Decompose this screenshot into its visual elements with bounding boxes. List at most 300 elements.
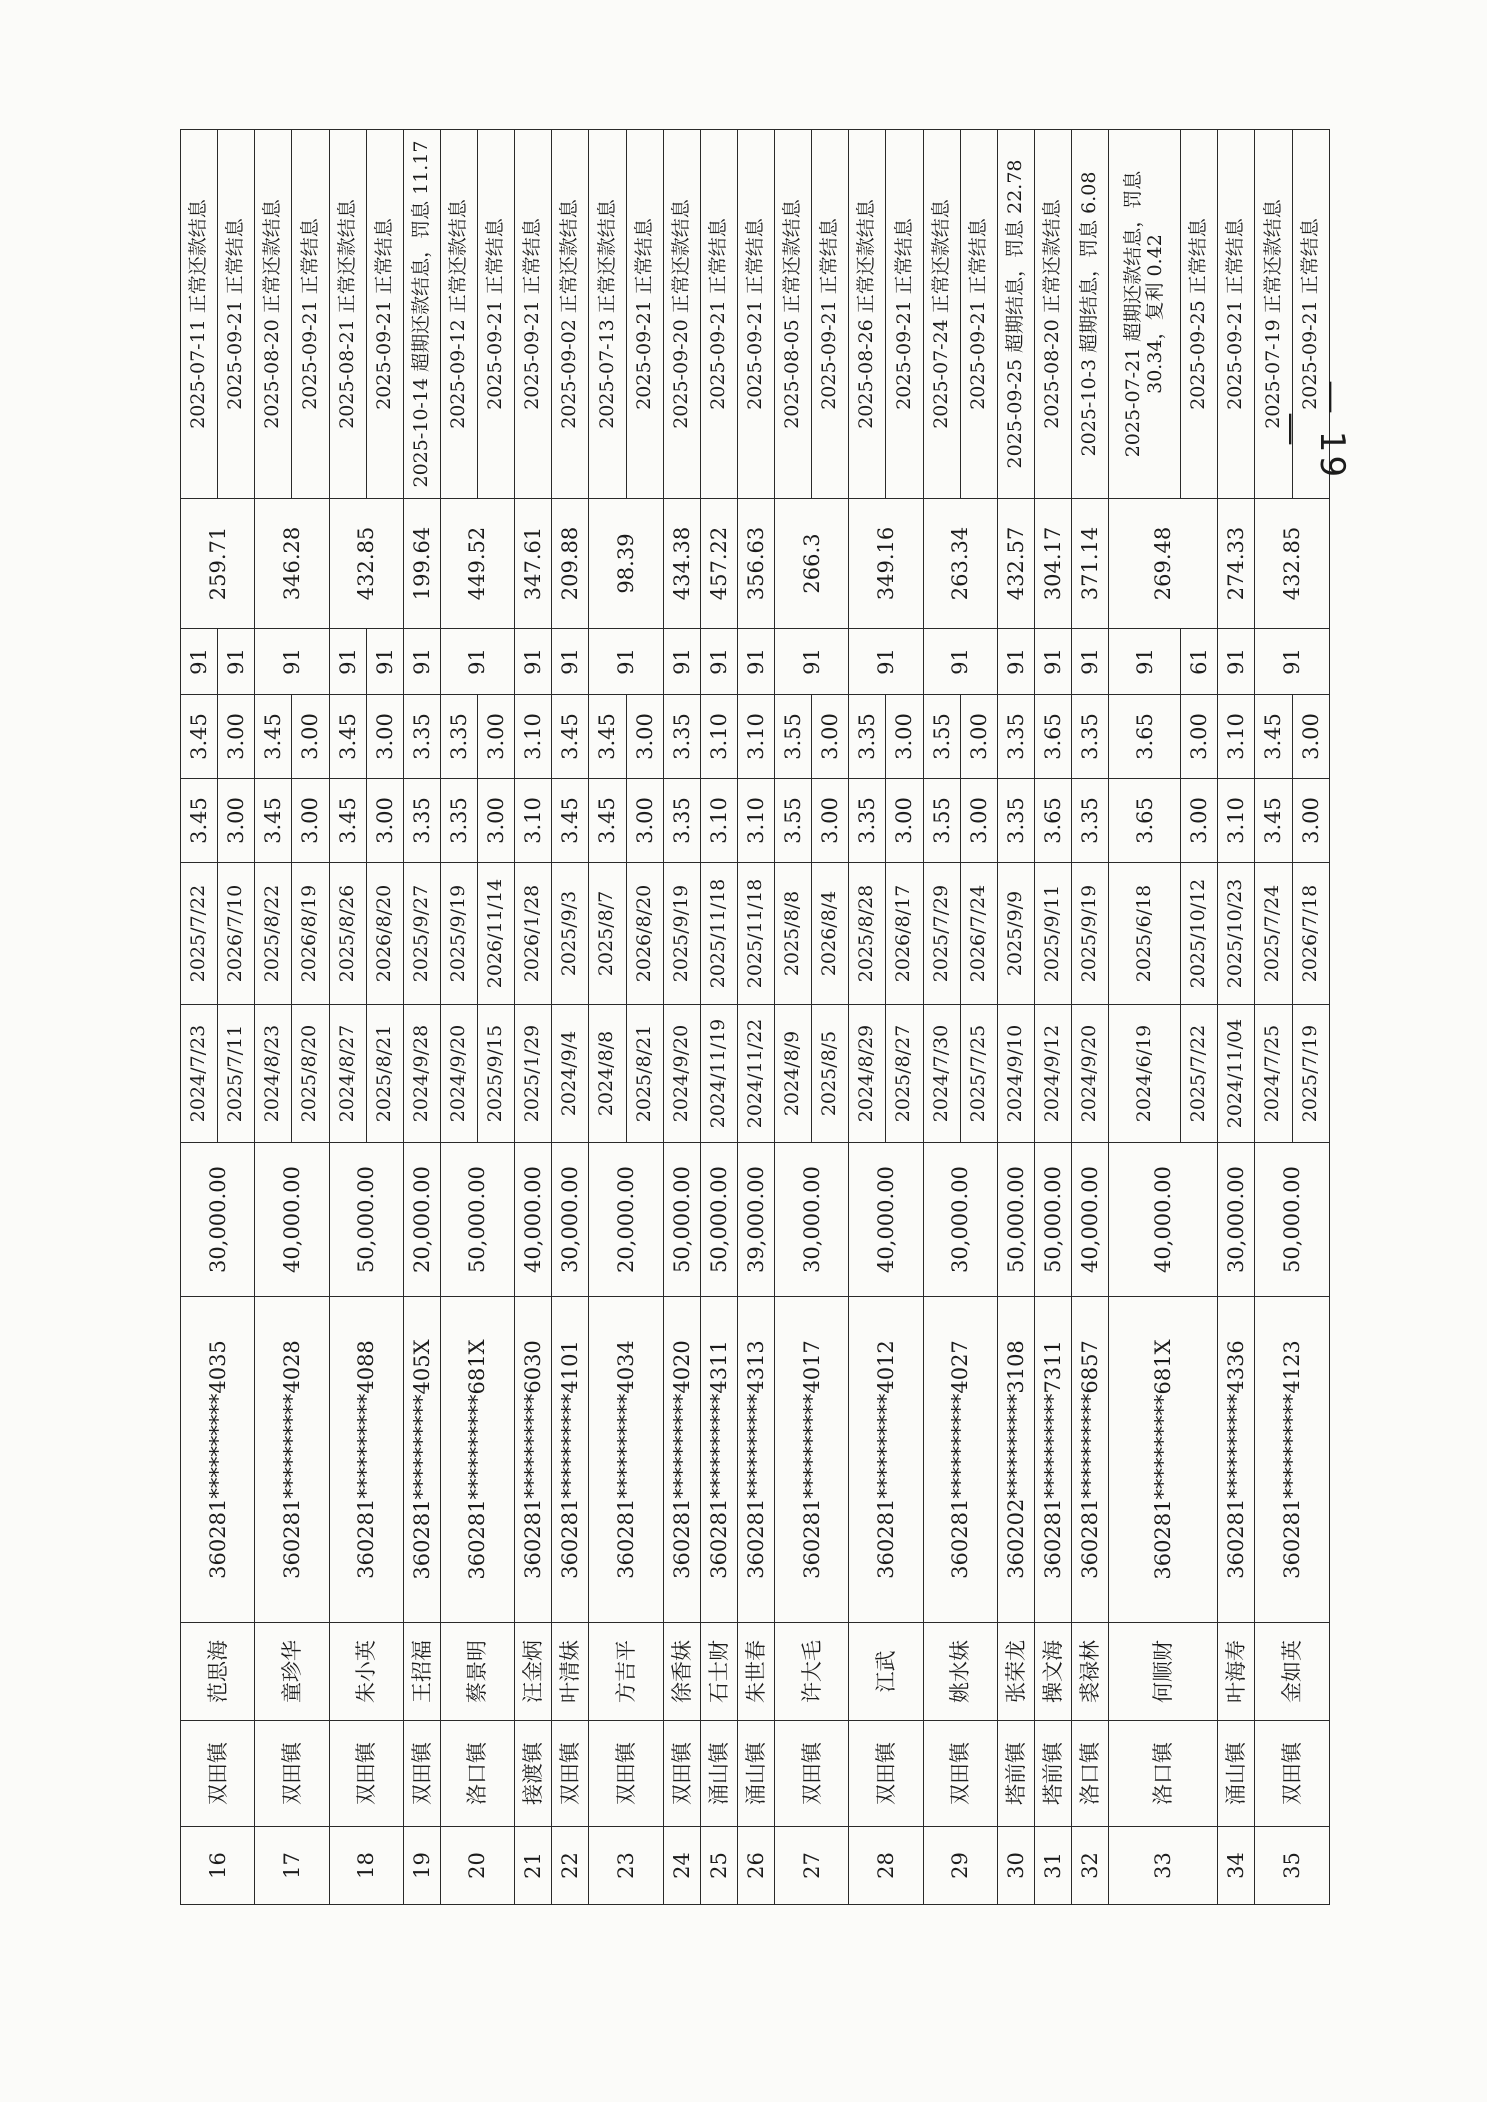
town-cell: 接渡镇 xyxy=(515,1721,552,1827)
row-number-cell: 19 xyxy=(403,1827,440,1905)
days-cell: 91 xyxy=(403,629,440,695)
end-date-cell: 2025/7/22 xyxy=(181,863,218,1005)
borrower-name-cell: 徐香妹 xyxy=(663,1623,700,1721)
town-cell: 塔前镇 xyxy=(1034,1721,1071,1827)
subsidy-rate-cell: 3.45 xyxy=(255,695,292,779)
end-date-cell: 2025/7/24 xyxy=(1255,863,1292,1005)
interest-amount-cell: 98.39 xyxy=(589,499,663,629)
id-number-cell: 360281**********7311 xyxy=(1034,1297,1071,1623)
loan-rate-cell: 3.10 xyxy=(737,779,774,863)
loan-amount-cell: 30,000.00 xyxy=(923,1143,997,1297)
days-cell: 91 xyxy=(737,629,774,695)
table-row xyxy=(329,130,366,1905)
town-cell: 洛口镇 xyxy=(1072,1721,1109,1827)
interest-amount-cell: 199.64 xyxy=(403,499,440,629)
subsidy-rate-cell: 3.00 xyxy=(886,695,923,779)
row-number-cell: 17 xyxy=(255,1827,329,1905)
town-cell: 双田镇 xyxy=(923,1721,997,1827)
subsidy-rate-cell: 3.00 xyxy=(812,695,849,779)
subsidy-rate-cell: 3.45 xyxy=(329,695,366,779)
days-cell: 91 xyxy=(997,629,1034,695)
town-cell: 双田镇 xyxy=(1255,1721,1330,1827)
days-cell: 91 xyxy=(1218,629,1255,695)
start-date-cell: 2025/8/20 xyxy=(292,1005,329,1143)
interest-amount-cell: 434.38 xyxy=(663,499,700,629)
loan-amount-cell: 50,000.00 xyxy=(329,1143,403,1297)
days-cell: 91 xyxy=(663,629,700,695)
days-cell: 91 xyxy=(775,629,849,695)
loan-rate-cell: 3.00 xyxy=(366,779,403,863)
loan-amount-cell: 50,000.00 xyxy=(1255,1143,1330,1297)
remark-cell: 2025-09-21 正常结息 xyxy=(218,130,255,499)
subsidy-rate-cell: 3.00 xyxy=(960,695,997,779)
borrower-name-cell: 童珍华 xyxy=(255,1623,329,1721)
table-row xyxy=(440,130,477,1905)
loan-interest-table xyxy=(180,129,1330,1905)
row-number-cell: 34 xyxy=(1218,1827,1255,1905)
loan-amount-cell: 40,000.00 xyxy=(1109,1143,1218,1297)
row-number-cell: 22 xyxy=(552,1827,589,1905)
borrower-name-cell: 朱小英 xyxy=(329,1623,403,1721)
town-cell: 双田镇 xyxy=(181,1721,255,1827)
id-number-cell: 360281**********681X xyxy=(1109,1297,1218,1623)
id-number-cell: 360281**********4313 xyxy=(737,1297,774,1623)
id-number-cell: 360281**********4035 xyxy=(181,1297,255,1623)
table-row xyxy=(700,130,737,1905)
loan-rate-cell: 3.10 xyxy=(1218,779,1255,863)
subsidy-rate-cell: 3.10 xyxy=(700,695,737,779)
remark-cell: 2025-08-26 正常还款结息 xyxy=(849,130,886,499)
days-cell: 91 xyxy=(515,629,552,695)
id-number-cell: 360281**********4028 xyxy=(255,1297,329,1623)
subsidy-rate-cell: 3.35 xyxy=(849,695,886,779)
days-cell: 91 xyxy=(849,629,923,695)
row-number-cell: 23 xyxy=(589,1827,663,1905)
interest-amount-cell: 347.61 xyxy=(515,499,552,629)
remark-cell: 2025-09-21 正常结息 xyxy=(737,130,774,499)
subsidy-rate-cell: 3.35 xyxy=(663,695,700,779)
interest-amount-cell: 209.88 xyxy=(552,499,589,629)
start-date-cell: 2024/11/04 xyxy=(1218,1005,1255,1143)
days-cell: 91 xyxy=(552,629,589,695)
table-row xyxy=(1255,130,1292,1905)
town-cell: 双田镇 xyxy=(663,1721,700,1827)
start-date-cell: 2024/9/28 xyxy=(403,1005,440,1143)
start-date-cell: 2025/8/5 xyxy=(812,1005,849,1143)
town-cell: 双田镇 xyxy=(403,1721,440,1827)
interest-amount-cell: 432.85 xyxy=(329,499,403,629)
interest-amount-cell: 346.28 xyxy=(255,499,329,629)
interest-amount-cell: 449.52 xyxy=(440,499,514,629)
start-date-cell: 2024/8/27 xyxy=(329,1005,366,1143)
subsidy-rate-cell: 3.00 xyxy=(218,695,255,779)
remark-cell: 2025-07-19 正常还款结息 xyxy=(1255,130,1292,499)
remark-cell: 2025-09-21 正常结息 xyxy=(812,130,849,499)
interest-amount-cell: 274.33 xyxy=(1218,499,1255,629)
end-date-cell: 2025/6/18 xyxy=(1109,863,1181,1005)
borrower-name-cell: 何顺财 xyxy=(1109,1623,1218,1721)
subsidy-rate-cell: 3.00 xyxy=(366,695,403,779)
end-date-cell: 2026/8/17 xyxy=(886,863,923,1005)
start-date-cell: 2025/9/15 xyxy=(478,1005,515,1143)
end-date-cell: 2025/9/11 xyxy=(1034,863,1071,1005)
days-cell: 91 xyxy=(440,629,514,695)
start-date-cell: 2024/7/30 xyxy=(923,1005,960,1143)
loan-amount-cell: 20,000.00 xyxy=(403,1143,440,1297)
remark-cell: 2025-08-20 正常还款结息 xyxy=(1034,130,1071,499)
loan-amount-cell: 50,000.00 xyxy=(997,1143,1034,1297)
row-number-cell: 27 xyxy=(775,1827,849,1905)
interest-amount-cell: 266.3 xyxy=(775,499,849,629)
interest-amount-cell: 371.14 xyxy=(1072,499,1109,629)
loan-rate-cell: 3.35 xyxy=(997,779,1034,863)
row-number-cell: 25 xyxy=(700,1827,737,1905)
row-number-cell: 30 xyxy=(997,1827,1034,1905)
start-date-cell: 2024/6/19 xyxy=(1109,1005,1181,1143)
end-date-cell: 2025/9/19 xyxy=(440,863,477,1005)
loan-rate-cell: 3.45 xyxy=(589,779,626,863)
borrower-name-cell: 朱世春 xyxy=(737,1623,774,1721)
remark-cell: 2025-09-21 正常结息 xyxy=(700,130,737,499)
row-number-cell: 20 xyxy=(440,1827,514,1905)
days-cell: 91 xyxy=(1034,629,1071,695)
end-date-cell: 2025/10/12 xyxy=(1181,863,1218,1005)
days-cell: 91 xyxy=(366,629,403,695)
borrower-name-cell: 张荣龙 xyxy=(997,1623,1034,1721)
table-row xyxy=(552,130,589,1905)
remark-cell: 2025-09-21 正常结息 xyxy=(478,130,515,499)
loan-rate-cell: 3.35 xyxy=(403,779,440,863)
loan-rate-cell: 3.00 xyxy=(1181,779,1218,863)
row-number-cell: 26 xyxy=(737,1827,774,1905)
days-cell: 91 xyxy=(700,629,737,695)
town-cell: 涌山镇 xyxy=(1218,1721,1255,1827)
end-date-cell: 2025/8/7 xyxy=(589,863,626,1005)
interest-amount-cell: 304.17 xyxy=(1034,499,1071,629)
remark-cell: 2025-07-21 超期还款结息，罚息 30.34，复利 0.42 xyxy=(1109,130,1181,499)
loan-rate-cell: 3.10 xyxy=(700,779,737,863)
end-date-cell: 2025/8/28 xyxy=(849,863,886,1005)
loan-rate-cell: 3.45 xyxy=(181,779,218,863)
end-date-cell: 2026/8/4 xyxy=(812,863,849,1005)
town-cell: 双田镇 xyxy=(775,1721,849,1827)
loan-rate-cell: 3.00 xyxy=(812,779,849,863)
id-number-cell: 360281**********4017 xyxy=(775,1297,849,1623)
start-date-cell: 2024/11/19 xyxy=(700,1005,737,1143)
loan-rate-cell: 3.65 xyxy=(1109,779,1181,863)
end-date-cell: 2025/9/27 xyxy=(403,863,440,1005)
row-number-cell: 32 xyxy=(1072,1827,1109,1905)
borrower-name-cell: 姚水妹 xyxy=(923,1623,997,1721)
subsidy-rate-cell: 3.00 xyxy=(292,695,329,779)
remark-cell: 2025-09-21 正常结息 xyxy=(886,130,923,499)
loan-rate-cell: 3.45 xyxy=(255,779,292,863)
town-cell: 双田镇 xyxy=(255,1721,329,1827)
subsidy-rate-cell: 3.45 xyxy=(552,695,589,779)
remark-cell: 2025-07-24 正常还款结息 xyxy=(923,130,960,499)
remark-cell: 2025-09-21 正常结息 xyxy=(515,130,552,499)
start-date-cell: 2025/7/11 xyxy=(218,1005,255,1143)
start-date-cell: 2024/9/20 xyxy=(663,1005,700,1143)
remark-cell: 2025-09-21 正常结息 xyxy=(1218,130,1255,499)
loan-amount-cell: 50,000.00 xyxy=(700,1143,737,1297)
town-cell: 涌山镇 xyxy=(700,1721,737,1827)
row-number-cell: 16 xyxy=(181,1827,255,1905)
town-cell: 双田镇 xyxy=(589,1721,663,1827)
loan-amount-cell: 40,000.00 xyxy=(515,1143,552,1297)
row-number-cell: 29 xyxy=(923,1827,997,1905)
loan-amount-cell: 50,000.00 xyxy=(440,1143,514,1297)
subsidy-rate-cell: 3.10 xyxy=(737,695,774,779)
start-date-cell: 2024/8/29 xyxy=(849,1005,886,1143)
loan-amount-cell: 30,000.00 xyxy=(775,1143,849,1297)
page-number: — 19 — xyxy=(1272,379,1352,481)
table-row xyxy=(923,130,960,1905)
row-number-cell: 18 xyxy=(329,1827,403,1905)
subsidy-rate-cell: 3.10 xyxy=(515,695,552,779)
table-row xyxy=(181,130,218,1905)
loan-amount-cell: 30,000.00 xyxy=(1218,1143,1255,1297)
start-date-cell: 2024/8/8 xyxy=(589,1005,626,1143)
id-number-cell: 360281**********4020 xyxy=(663,1297,700,1623)
interest-amount-cell: 349.16 xyxy=(849,499,923,629)
town-cell: 洛口镇 xyxy=(440,1721,514,1827)
end-date-cell: 2026/7/18 xyxy=(1292,863,1330,1005)
days-cell: 91 xyxy=(589,629,663,695)
loan-rate-cell: 3.65 xyxy=(1034,779,1071,863)
days-cell: 91 xyxy=(218,629,255,695)
start-date-cell: 2024/9/12 xyxy=(1034,1005,1071,1143)
remark-cell: 2025-09-21 正常结息 xyxy=(1292,130,1330,499)
remark-cell: 2025-07-13 正常还款结息 xyxy=(589,130,626,499)
loan-rate-cell: 3.35 xyxy=(849,779,886,863)
loan-rate-cell: 3.35 xyxy=(663,779,700,863)
borrower-name-cell: 王招福 xyxy=(403,1623,440,1721)
table-row xyxy=(1109,130,1181,1905)
start-date-cell: 2025/7/22 xyxy=(1181,1005,1218,1143)
borrower-name-cell: 许大毛 xyxy=(775,1623,849,1721)
town-cell: 涌山镇 xyxy=(737,1721,774,1827)
rotated-table-container xyxy=(180,130,1330,1905)
start-date-cell: 2025/8/21 xyxy=(626,1005,663,1143)
subsidy-rate-cell: 3.65 xyxy=(1034,695,1071,779)
table-row xyxy=(663,130,700,1905)
borrower-name-cell: 操文海 xyxy=(1034,1623,1071,1721)
borrower-name-cell: 金如英 xyxy=(1255,1623,1330,1721)
remark-cell: 2025-10-3 超期结息，罚息 6.08 xyxy=(1072,130,1109,499)
subsidy-rate-cell: 3.35 xyxy=(403,695,440,779)
remark-cell: 2025-09-25 超期结息，罚息 22.78 xyxy=(997,130,1034,499)
subsidy-rate-cell: 3.00 xyxy=(1181,695,1218,779)
id-number-cell: 360281**********6857 xyxy=(1072,1297,1109,1623)
start-date-cell: 2024/7/23 xyxy=(181,1005,218,1143)
town-cell: 双田镇 xyxy=(329,1721,403,1827)
start-date-cell: 2024/9/4 xyxy=(552,1005,589,1143)
end-date-cell: 2025/11/18 xyxy=(737,863,774,1005)
id-number-cell: 360281**********681X xyxy=(440,1297,514,1623)
remark-cell: 2025-08-20 正常还款结息 xyxy=(255,130,292,499)
borrower-name-cell: 范思海 xyxy=(181,1623,255,1721)
borrower-name-cell: 裘禄林 xyxy=(1072,1623,1109,1721)
loan-rate-cell: 3.35 xyxy=(440,779,477,863)
end-date-cell: 2025/9/19 xyxy=(1072,863,1109,1005)
subsidy-rate-cell: 3.55 xyxy=(775,695,812,779)
loan-rate-cell: 3.10 xyxy=(515,779,552,863)
table-row xyxy=(589,130,626,1905)
loan-rate-cell: 3.45 xyxy=(1255,779,1292,863)
loan-rate-cell: 3.55 xyxy=(775,779,812,863)
loan-amount-cell: 39,000.00 xyxy=(737,1143,774,1297)
end-date-cell: 2025/8/8 xyxy=(775,863,812,1005)
interest-amount-cell: 457.22 xyxy=(700,499,737,629)
loan-rate-cell: 3.45 xyxy=(329,779,366,863)
days-cell: 91 xyxy=(1109,629,1181,695)
loan-rate-cell: 3.00 xyxy=(960,779,997,863)
start-date-cell: 2025/7/19 xyxy=(1292,1005,1330,1143)
id-number-cell: 360202**********3108 xyxy=(997,1297,1034,1623)
loan-rate-cell: 3.00 xyxy=(626,779,663,863)
days-cell: 91 xyxy=(923,629,997,695)
start-date-cell: 2024/8/9 xyxy=(775,1005,812,1143)
loan-amount-cell: 20,000.00 xyxy=(589,1143,663,1297)
start-date-cell: 2024/8/23 xyxy=(255,1005,292,1143)
loan-rate-cell: 3.55 xyxy=(923,779,960,863)
end-date-cell: 2025/8/26 xyxy=(329,863,366,1005)
end-date-cell: 2026/7/10 xyxy=(218,863,255,1005)
end-date-cell: 2026/8/19 xyxy=(292,863,329,1005)
borrower-name-cell: 叶清妹 xyxy=(552,1623,589,1721)
end-date-cell: 2026/11/14 xyxy=(478,863,515,1005)
loan-amount-cell: 50,000.00 xyxy=(1034,1143,1071,1297)
remark-cell: 2025-09-25 正常结息 xyxy=(1181,130,1218,499)
end-date-cell: 2026/8/20 xyxy=(366,863,403,1005)
loan-amount-cell: 50,000.00 xyxy=(663,1143,700,1297)
days-cell: 91 xyxy=(255,629,329,695)
start-date-cell: 2025/8/27 xyxy=(886,1005,923,1143)
row-number-cell: 31 xyxy=(1034,1827,1071,1905)
town-cell: 洛口镇 xyxy=(1109,1721,1218,1827)
interest-amount-cell: 259.71 xyxy=(181,499,255,629)
id-number-cell: 360281**********4336 xyxy=(1218,1297,1255,1623)
id-number-cell: 360281**********4034 xyxy=(589,1297,663,1623)
remark-cell: 2025-08-21 正常还款结息 xyxy=(329,130,366,499)
subsidy-rate-cell: 3.10 xyxy=(1218,695,1255,779)
table-row xyxy=(403,130,440,1905)
borrower-name-cell: 叶海寿 xyxy=(1218,1623,1255,1721)
table-row xyxy=(1034,130,1071,1905)
remark-cell: 2025-09-21 正常结息 xyxy=(292,130,329,499)
town-cell: 双田镇 xyxy=(849,1721,923,1827)
remark-cell: 2025-10-14 超期还款结息，罚息 11.17 xyxy=(403,130,440,499)
borrower-name-cell: 蔡景明 xyxy=(440,1623,514,1721)
loan-rate-cell: 3.35 xyxy=(1072,779,1109,863)
end-date-cell: 2025/10/23 xyxy=(1218,863,1255,1005)
interest-amount-cell: 356.63 xyxy=(737,499,774,629)
loan-rate-cell: 3.00 xyxy=(218,779,255,863)
loan-rate-cell: 3.00 xyxy=(478,779,515,863)
days-cell: 91 xyxy=(1255,629,1330,695)
remark-cell: 2025-09-21 正常结息 xyxy=(366,130,403,499)
borrower-name-cell: 江武 xyxy=(849,1623,923,1721)
start-date-cell: 2025/8/21 xyxy=(366,1005,403,1143)
town-cell: 塔前镇 xyxy=(997,1721,1034,1827)
remark-cell: 2025-09-21 正常结息 xyxy=(626,130,663,499)
end-date-cell: 2026/8/20 xyxy=(626,863,663,1005)
id-number-cell: 360281**********6030 xyxy=(515,1297,552,1623)
id-number-cell: 360281**********4027 xyxy=(923,1297,997,1623)
town-cell: 双田镇 xyxy=(552,1721,589,1827)
end-date-cell: 2025/9/19 xyxy=(663,863,700,1005)
interest-amount-cell: 432.57 xyxy=(997,499,1034,629)
start-date-cell: 2024/9/20 xyxy=(440,1005,477,1143)
loan-rate-cell: 3.00 xyxy=(1292,779,1330,863)
subsidy-rate-cell: 3.35 xyxy=(997,695,1034,779)
id-number-cell: 360281**********4088 xyxy=(329,1297,403,1623)
subsidy-rate-cell: 3.35 xyxy=(440,695,477,779)
table-row xyxy=(515,130,552,1905)
end-date-cell: 2025/7/29 xyxy=(923,863,960,1005)
row-number-cell: 28 xyxy=(849,1827,923,1905)
table-row xyxy=(849,130,886,1905)
subsidy-rate-cell: 3.00 xyxy=(626,695,663,779)
table-row xyxy=(255,130,292,1905)
end-date-cell: 2026/7/24 xyxy=(960,863,997,1005)
start-date-cell: 2024/9/20 xyxy=(1072,1005,1109,1143)
days-cell: 61 xyxy=(1181,629,1218,695)
subsidy-rate-cell: 3.45 xyxy=(589,695,626,779)
loan-amount-cell: 30,000.00 xyxy=(552,1143,589,1297)
subsidy-rate-cell: 3.65 xyxy=(1109,695,1181,779)
table-row xyxy=(1072,130,1109,1905)
borrower-name-cell: 汪金炳 xyxy=(515,1623,552,1721)
end-date-cell: 2026/1/28 xyxy=(515,863,552,1005)
table-row xyxy=(1218,130,1255,1905)
subsidy-rate-cell: 3.45 xyxy=(181,695,218,779)
interest-amount-cell: 263.34 xyxy=(923,499,997,629)
loan-amount-cell: 40,000.00 xyxy=(255,1143,329,1297)
end-date-cell: 2025/9/9 xyxy=(997,863,1034,1005)
remark-cell: 2025-08-05 正常还款结息 xyxy=(775,130,812,499)
remark-cell: 2025-07-11 正常还款结息 xyxy=(181,130,218,499)
row-number-cell: 21 xyxy=(515,1827,552,1905)
interest-amount-cell: 432.85 xyxy=(1255,499,1330,629)
borrower-name-cell: 石士财 xyxy=(700,1623,737,1721)
remark-cell: 2025-09-02 正常还款结息 xyxy=(552,130,589,499)
loan-amount-cell: 30,000.00 xyxy=(181,1143,255,1297)
subsidy-rate-cell: 3.00 xyxy=(1292,695,1330,779)
loan-amount-cell: 40,000.00 xyxy=(849,1143,923,1297)
subsidy-rate-cell: 3.55 xyxy=(923,695,960,779)
loan-rate-cell: 3.45 xyxy=(552,779,589,863)
id-number-cell: 360281**********4101 xyxy=(552,1297,589,1623)
row-number-cell: 33 xyxy=(1109,1827,1218,1905)
start-date-cell: 2024/9/10 xyxy=(997,1005,1034,1143)
subsidy-rate-cell: 3.45 xyxy=(1255,695,1292,779)
remark-cell: 2025-09-12 正常还款结息 xyxy=(440,130,477,499)
start-date-cell: 2025/1/29 xyxy=(515,1005,552,1143)
remark-cell: 2025-09-21 正常结息 xyxy=(960,130,997,499)
id-number-cell: 360281**********4012 xyxy=(849,1297,923,1623)
id-number-cell: 360281**********4311 xyxy=(700,1297,737,1623)
borrower-name-cell: 方吉平 xyxy=(589,1623,663,1721)
subsidy-rate-cell: 3.00 xyxy=(478,695,515,779)
id-number-cell: 360281**********405X xyxy=(403,1297,440,1623)
days-cell: 91 xyxy=(1072,629,1109,695)
table-row xyxy=(775,130,812,1905)
end-date-cell: 2025/9/3 xyxy=(552,863,589,1005)
table-row xyxy=(997,130,1034,1905)
start-date-cell: 2024/11/22 xyxy=(737,1005,774,1143)
